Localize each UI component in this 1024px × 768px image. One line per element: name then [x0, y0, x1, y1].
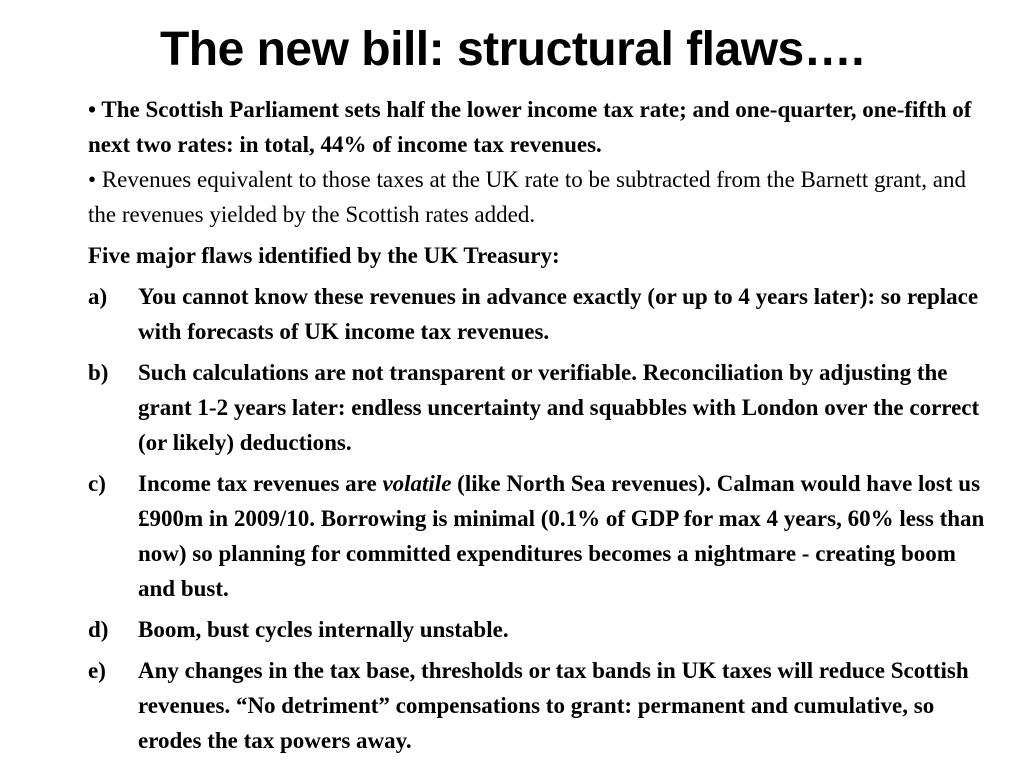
flaw-text	[138, 466, 988, 606]
flaw-text: Any changes in the tax base, thresholds or tax bands in UK taxes will reduce Scottish revenues. “No detriment” compensations to grant: permanent and cumulative, so erodes the tax powers away.	[138, 658, 969, 753]
flaw-text-italic: volatile	[382, 471, 452, 496]
bullet-scottish-parliament	[88, 92, 988, 162]
bullet-text: The Scottish Parliament sets half the lower income tax rate; and one-quarter, one-fifth of next two rates: in total, 44% of income tax revenues.	[88, 97, 972, 157]
bullet-marker: •	[88, 167, 97, 192]
flaw-text: Boom, bust cycles internally unstable.	[138, 617, 509, 642]
flaw-text-before: Income tax revenues are	[138, 471, 383, 496]
flaw-text: Such calculations are not transparent or verifiable. Reconciliation by adjusting the grant 1-2 years later: endless uncertainty and squabbles with London over the correct (or likely) deductions.	[138, 360, 980, 455]
flaw-text-after: (like North Sea revenues). Calman would have lost us £900m in 2009/10. Borrowing is minimal (0.1% of GDP for max 4 years, 60% less than now) so planning for committed expenditures becomes a nightmare - creating boom and bust.	[138, 471, 985, 601]
slide-title: The new bill: structural flaws….	[159, 23, 865, 76]
flaw-item-a	[88, 279, 988, 349]
flaw-text: You cannot know these revenues in advance exactly (or up to 4 years later): so replace with forecasts of UK income tax revenues.	[138, 284, 979, 344]
flaw-item-d	[88, 612, 988, 647]
flaw-letter: b)	[88, 360, 109, 385]
flaw-item-c	[88, 466, 988, 606]
flaw-letter: a)	[88, 284, 108, 309]
bullet-text: Revenues equivalent to those taxes at the UK rate to be subtracted from the Barnett grant, and the revenues yielded by the Scottish rates added.	[88, 167, 966, 227]
bullet-revenues-equivalent	[88, 162, 988, 232]
flaws-list	[88, 279, 988, 758]
flaw-letter: e)	[88, 658, 106, 683]
bullet-marker: •	[88, 97, 97, 122]
flaw-item-b	[88, 355, 988, 460]
flaw-item-e	[88, 653, 988, 758]
slide-body	[88, 92, 988, 764]
flaw-letter: d)	[88, 617, 109, 642]
flaw-letter: c)	[88, 471, 106, 496]
flaws-heading: Five major flaws identified by the UK Treasury:	[88, 243, 560, 268]
